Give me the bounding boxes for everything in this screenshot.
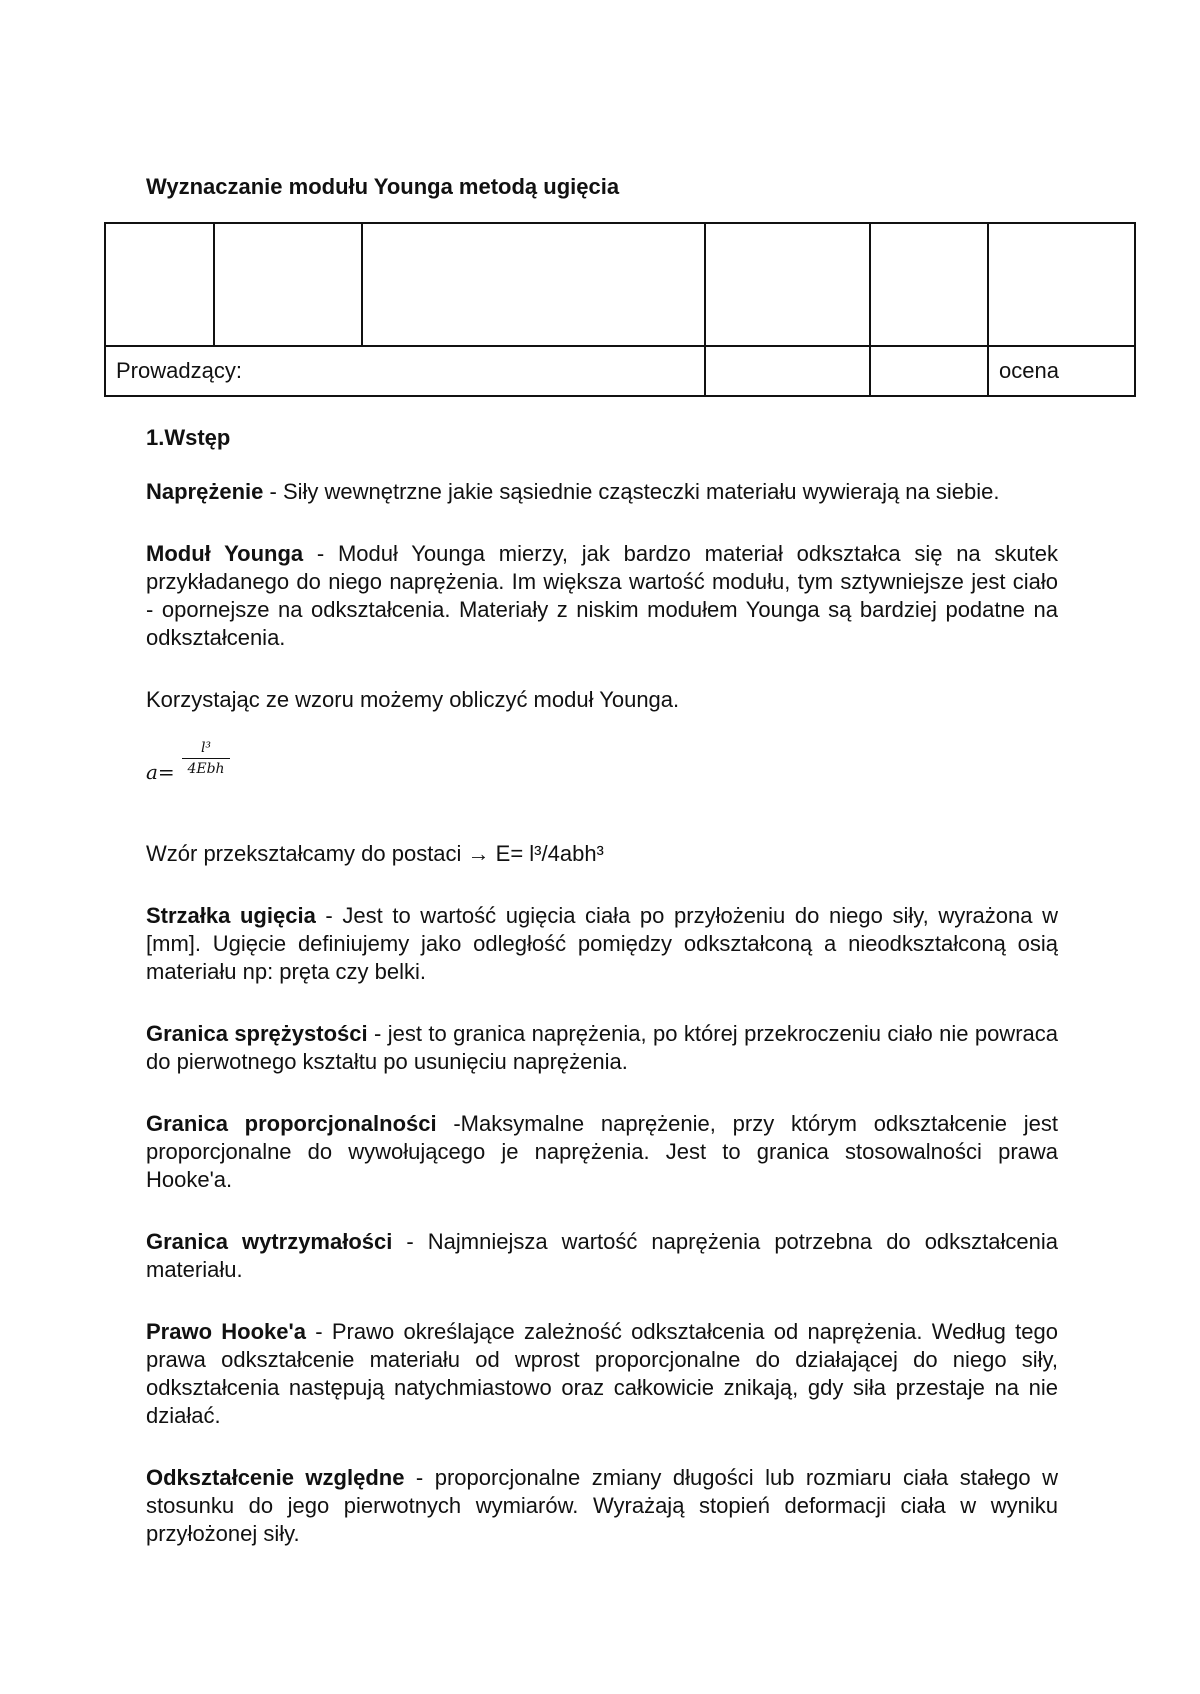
term: Odkształcenie względne (146, 1465, 405, 1490)
document-body (146, 424, 1058, 1582)
header-cell (870, 223, 988, 346)
definition-text: - jest to granica naprężenia, po której przekroczeniu ciało nie powraca do pierwotnego kształtu po usunięciu naprężenia. (146, 1021, 1058, 1074)
header-cell (705, 346, 870, 396)
definition-text: -Maksymalne naprężenie, przy którym odkształcenie jest proporcjonalne do wywołującego je naprężenia. Jest to granica stosowalności prawa Hooke'a. (146, 1111, 1058, 1192)
formula-intro: Korzystając ze wzoru możemy obliczyć moduł Younga. (146, 687, 680, 712)
definition-odksztalcenie-wzgledne (146, 1464, 1058, 1548)
definition-text: - Jest to wartość ugięcia ciała po przyłożeniu do niego siły, wyrażona w [mm]. Ugięcie definiujemy jako odległość pomiędzy odkształconą a nieodkształconą osią materiału np: pręta czy belki. (146, 903, 1058, 984)
header-cell (988, 223, 1135, 346)
section-heading: 1.Wstęp (146, 425, 231, 450)
header-table-bottom-row (105, 346, 1135, 396)
definition-text: - Moduł Younga mierzy, jak bardzo materiał odkształca się na skutek przykładanego do niego naprężenia. Im większa wartość modułu, tym sztywniejsze jest ciało - opornejsze na odkształcenia. Materiały z niskim modułem Younga są bardziej podatne na odkształcenia. (146, 541, 1058, 650)
header-table-top-row (105, 223, 1135, 346)
definition-text: - Najmniejsza wartość naprężenia potrzebna do odkształcenia materiału. (146, 1229, 1058, 1282)
definition-strzalka-ugiecia (146, 902, 1058, 986)
fraction-bar (182, 758, 230, 759)
definition-naprezenie (146, 478, 1058, 506)
formula-lhs: a= (146, 760, 175, 784)
formula-numerator: l³ (200, 740, 212, 756)
term: Strzałka ugięcia (146, 903, 316, 928)
transform-line: Wzór przekształcamy do postaci → E= l³/4abh³ (146, 841, 604, 866)
document-title: Wyznaczanie modułu Younga metodą ugięcia (146, 174, 620, 199)
term: Granica proporcjonalności (146, 1111, 437, 1136)
definition-text: - Prawo określające zależność odkształcenia od naprężenia. Według tego prawa odkształcenie materiału od wprost proporcjonalne do działającej do niego siły, odkształcenia następują natychmiastowo oraz całkowicie znikają, gdy siła przestaje na nie działać. (146, 1319, 1058, 1428)
definition-granica-wytrzymalosci (146, 1228, 1058, 1284)
ocena-cell: ocena (988, 346, 1135, 396)
definition-text: - proporcjonalne zmiany długości lub rozmiaru ciała stałego w stosunku do jego pierwotnych wymiarów. Wyrażają stopień deformacji ciała w wyniku przyłożonej siły. (146, 1465, 1059, 1546)
formula-denominator: 4Ebh (187, 761, 225, 777)
term: Moduł Younga (146, 541, 304, 566)
header-cell (705, 223, 870, 346)
definition-text: - Siły wewnętrzne jakie sąsiednie cząsteczki materiału wywierają na siebie. (263, 479, 1000, 504)
prowadzacy-cell: Prowadzący: (105, 346, 705, 396)
formula-fraction (182, 740, 230, 777)
term: Granica wytrzymałości (146, 1229, 393, 1254)
formula (146, 740, 1058, 810)
definition-granica-sprezystosci (146, 1020, 1058, 1076)
term: Prawo Hooke'a (146, 1319, 306, 1344)
header-cell (870, 346, 988, 396)
definition-granica-proporcjonalnosci (146, 1110, 1058, 1194)
definition-modul-younga (146, 540, 1058, 652)
header-cell (105, 223, 214, 346)
header-table (104, 222, 1136, 397)
header-cell (214, 223, 362, 346)
header-cell (362, 223, 705, 346)
definition-prawo-hookea (146, 1318, 1058, 1430)
term: Granica sprężystości (146, 1021, 368, 1046)
term: Naprężenie (146, 479, 264, 504)
